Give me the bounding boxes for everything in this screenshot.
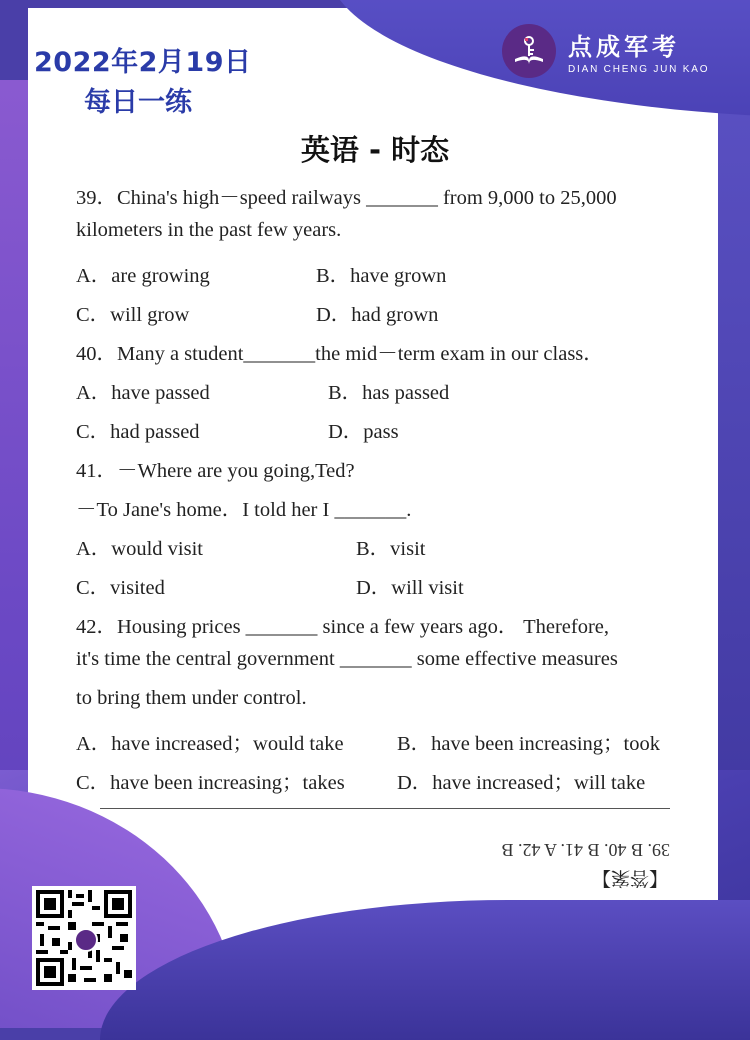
question-42-option-a: A．have increased；would take bbox=[76, 733, 344, 755]
question-42-stem-line-2: it's time the central government _______ some effective measures bbox=[76, 648, 618, 670]
qr-center-logo bbox=[74, 928, 98, 952]
question-41-option-b: B．visit bbox=[356, 538, 426, 560]
qr-code bbox=[32, 886, 136, 990]
logo-english-name: DIAN CHENG JUN KAO bbox=[568, 64, 710, 75]
answer-key-label: 【答案】 bbox=[592, 867, 669, 889]
brand-logo bbox=[502, 24, 709, 78]
question-41-option-a: A．would visit bbox=[76, 538, 203, 560]
question-39-option-c: C．will grow bbox=[76, 304, 190, 326]
question-42-option-d: D．have increased；will take bbox=[397, 772, 646, 794]
page-title: 英语 - 时态 bbox=[300, 133, 450, 167]
date-label: 2022年2月19日 bbox=[34, 47, 252, 78]
logo-chinese-name: 点成军考 bbox=[568, 33, 680, 61]
question-41-option-c: C．visited bbox=[76, 577, 165, 599]
question-41-stem-line-2: －To Jane's home．I told her I _______. bbox=[76, 499, 412, 521]
question-42-option-b: B．have been increasing；took bbox=[397, 733, 661, 755]
question-42-stem-line-3: to bring them under control. bbox=[76, 687, 307, 709]
daily-practice-label: 每日一练 bbox=[84, 87, 192, 118]
book-key-icon bbox=[502, 24, 556, 78]
question-42-option-c: C．have been increasing；takes bbox=[76, 772, 345, 794]
question-39-stem-line-2: kilometers in the past few years. bbox=[76, 219, 342, 241]
question-40-option-b: B．has passed bbox=[328, 382, 450, 404]
question-39-option-b: B．have grown bbox=[316, 265, 447, 287]
question-39-option-d: D．had grown bbox=[316, 304, 439, 326]
question-40-stem: 40．Many a student_______the mid－term exam in our class． bbox=[76, 343, 604, 365]
question-40-option-c: C．had passed bbox=[76, 421, 200, 443]
question-40-option-a: A．have passed bbox=[76, 382, 210, 404]
question-39-stem-line-1: 39．China's high－speed railways _______ from 9,000 to 25,000 bbox=[76, 187, 617, 209]
question-42-stem-line-1: 42．Housing prices _______ since a few years ago． Therefore, bbox=[76, 616, 610, 638]
answer-key: 39. B 40. B 41. A 42. B bbox=[501, 840, 670, 860]
question-40-option-d: D．pass bbox=[328, 421, 399, 443]
answer-divider bbox=[100, 808, 670, 809]
question-41-stem-line-1: 41．－Where are you going,Ted? bbox=[76, 460, 355, 482]
question-41-option-d: D．will visit bbox=[356, 577, 464, 599]
question-39-option-a: A．are growing bbox=[76, 265, 210, 287]
